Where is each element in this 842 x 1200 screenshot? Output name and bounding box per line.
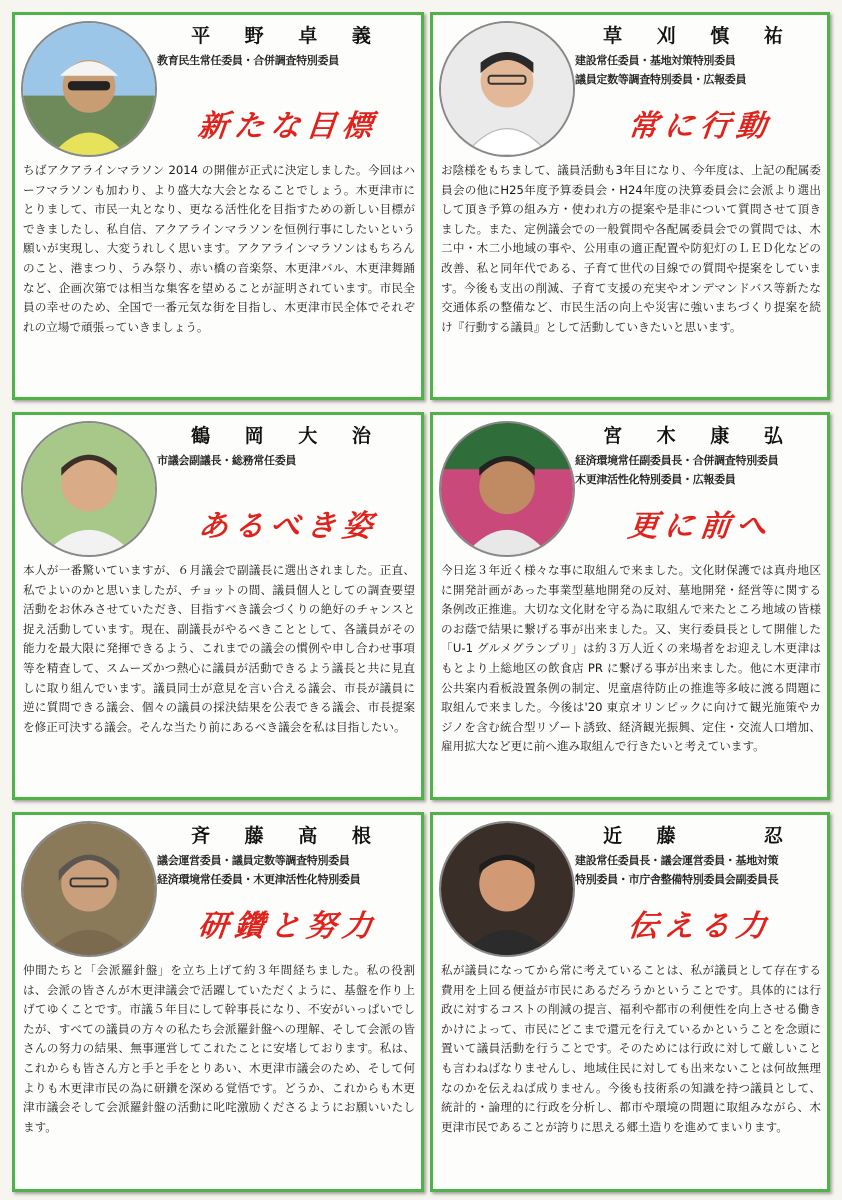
member-message: お陰様をもちまして、議員活動も3年目になり、今年度は、上記の配属委員会の他にH25年度予算委員会・H24年度の決算委員会に会派より選出して頂き予算の組み方・使われ方の提案や是非について質問させて頂きました。また、定例議会での一般質問や各配属委員会での質問では、木二中・木二小地域の事や、公用車の適正配置や防犯灯のＬＥＤ化などの改善、私と同年代である、子育て世代の目線での質問や提案をしています。今後も支出の削減、子育て支援の充実やオンデマンドバス等新たな交通体系の整備など、市民生活の向上や災害に強いまちづくり提案を続け『行動する議員』として活動していきたいと思います。 — [441, 163, 821, 334]
member-slogan: 研鑽と努力 — [196, 909, 380, 944]
member-photo — [439, 821, 575, 957]
member-photo — [439, 21, 575, 157]
member-roles — [575, 851, 823, 889]
member-roles — [157, 451, 417, 470]
member-roles — [575, 51, 823, 89]
member-card-saito — [12, 812, 424, 1192]
member-role: 議員定数等調査特別委員・広報委員 — [575, 73, 747, 86]
member-role: 特別委員・市庁舎整備特別委員会副委員長 — [575, 873, 779, 886]
member-role: 市議会副議長・総務常任委員 — [157, 454, 297, 467]
member-photo — [21, 821, 157, 957]
member-role: 教育民生常任委員・合併調査特別委員 — [157, 54, 339, 67]
member-message: 仲間たちと「会派羅針盤」を立ち上げて約３年間経ちました。私の役割は、会派の皆さんが木更津議会で活躍していただくように、基盤を作り上げてゆくことです。市議５年目にして幹事長になり、不安がいっぱいでしたが、すべての議員の方々の私たち会派羅針盤への理解、そして会派の皆さんの努力の結果、無事運営してこれたことに安堵しております。私は、これからも皆さん方と手と手をとりあい、木更津市議会のため、そして何よりも木更津市民の為に研鑽を深める覚悟です。どうか、これからも木更津市議会そして会派羅針盤の活動に叱咤激励くださるようにお願いいたします。 — [23, 963, 415, 1134]
member-message: 今日迄３年近く様々な事に取組んで来ました。文化財保護では真舟地区に開発計画があった事業型墓地開発の反対、墓地開発・経営等に関する条例改正推進。大切な文化財を守る為に取組んで来たところ地域の皆様のお蔭で結果に繋げる事が出来ました。又、実行委員長として開催した「U-1 グルメグランプリ」は約３万人近くの来場者をお迎えし木更津はもとより上総地区の飲食店 PR に繋げる事が出来ました。他に木更津市公共案内看板設置条例の制定、児童虐待防止の推進等多岐に渡る問題に取組んで来ました。今後は'20 東京オリンピックに向けて観光施策やカジノを含む統合型リゾート誘致、経済観光振興、定住・交流人口増加、雇用拡大など更に前へ進み取組んで行きたいと考えています。 — [441, 563, 821, 754]
member-role: 建設常任委員長・議会運営委員・基地対策 — [575, 854, 779, 867]
member-message: 私が議員になってから常に考えていることは、私が議員として存在する費用を上回る便益が市民にあるだろうかということです。具体的には行政に対するコストの削減の提言、福利や都市の利便性を向上させる働きかけによって、市民にどこまで還元を行えているかということを念頭に置いて議員活動を行うことです。そのためには行政に対して厳しいことも言わねばなりませんし、地域住民に対しても出来ないことは何故無理なのかを伝えねば成りません。今後も技術系の知識を持つ議員として、統計的・論理的に行政を分析し、都市や環境の問題に取組みながら、木更津市民であることが誇りに思える郷土造りを進めてまいります。 — [441, 963, 821, 1134]
member-card-miyaki — [430, 412, 830, 800]
member-photo — [439, 421, 575, 557]
member-slogan: 新たな目標 — [196, 109, 380, 144]
member-message: 本人が一番驚いていますが、６月議会で副議長に選出されました。正直、私でよいのかと思いましたが、チョットの間、議員個人としての調査要望活動をお休みさせていただき、目指すべき議会づくりの絶好のチャンスと捉え活動しています。現在、副議長がやるべきこととして、各議員がその能力を最大限に発揮できるよう、これまでの議会の慣例や申し合わせ事項等を精査して、スムーズかつ熱心に議員が活動できるよう議長と共に見直しに取り組んでいます。議員同士が意見を言い合える議会、市長が議員に逆に質問できる議会、個々の議員の採決結果を公表できる議会、市長提案を修正可決する議会。そんな当たり前にあるべき議会を私は目指したい。 — [23, 563, 415, 734]
member-slogan: 伝える力 — [626, 909, 774, 944]
member-role: 経済環境常任委員・木更津活性化特別委員 — [157, 873, 361, 886]
member-slogan: 更に前へ — [626, 509, 774, 544]
member-card-kusakari — [430, 12, 830, 400]
member-name: 平 野 卓 義 — [191, 25, 385, 47]
member-photo — [21, 421, 157, 557]
member-role: 経済環境常任副委員長・合併調査特別委員 — [575, 454, 779, 467]
member-roles — [157, 851, 417, 889]
member-message: ちばアクアラインマラソン 2014 の開催が正式に決定しました。今回はハーフマラソンも加わり、より盛大な大会となることでしょう。木更津市にとりまして、市民一丸となり、更なる活性化を目指すための新しい目標ができましたし、私自信、アクアラインマラソンを恒例行事にしたいという願いが実現し、大変うれしく思います。アクアラインマラソンはもちろんのこと、港まつり、うみ祭り、赤い橋の音楽祭、木更津バル、木更津舞踊など、企画次第では相当な集客を望めることが証明されています。市民全員の幸せのため、全国で一番元気な街を目指し、木更津市民全体でそれぞれの立場で頑張っていきましょう。 — [23, 163, 415, 334]
member-slogan: 常に行動 — [626, 109, 774, 144]
member-roles — [157, 51, 417, 70]
member-name: 斉 藤 高 根 — [191, 825, 385, 847]
member-slogan: あるべき姿 — [196, 509, 380, 544]
member-name: 宮 木 康 弘 — [603, 425, 797, 447]
member-role: 議会運営委員・議員定数等調査特別委員 — [157, 854, 350, 867]
member-roles — [575, 451, 823, 489]
member-card-kondo — [430, 812, 830, 1192]
member-role: 木更津活性化特別委員・広報委員 — [575, 473, 736, 486]
member-card-tsuruoka — [12, 412, 424, 800]
member-name: 近 藤 忍 — [603, 825, 797, 847]
member-role: 建設常任委員・基地対策特別委員 — [575, 54, 736, 67]
member-name: 鶴 岡 大 治 — [191, 425, 385, 447]
member-photo — [21, 21, 157, 157]
member-card-hirano — [12, 12, 424, 400]
member-name: 草 刈 慎 祐 — [603, 25, 797, 47]
